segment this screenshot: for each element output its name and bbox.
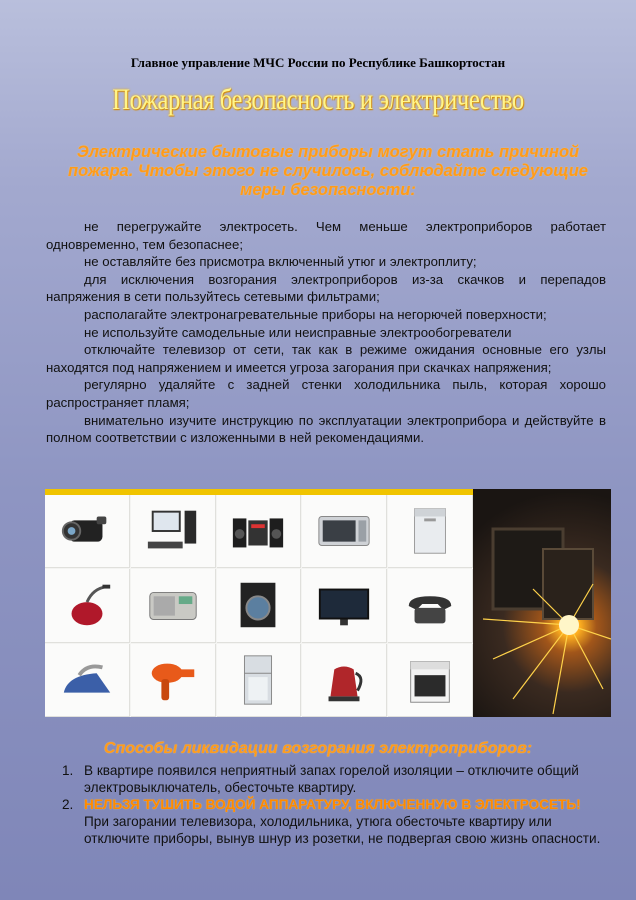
intro-text: Электрические бытовые приборы могут стать причиной пожара. Чтобы этого не случилось, соблюдайте следующие меры безопасности: <box>68 143 588 199</box>
rule-item: для исключения возгорания электроприборов из-за скачков и перепадов напряжения в сети пользуйтесь сетевыми фильтрами; <box>46 271 606 305</box>
sparking-socket-image <box>473 489 611 717</box>
methods-title: Способы ликвидации возгорания электроприборов: <box>103 740 533 757</box>
page-title: Пожарная безопасность и электричество <box>112 83 524 116</box>
appliances-photo-panel <box>45 489 611 717</box>
method-text: В квартире появился неприятный запах горелой изоляции – отключите общий электровыключатель, обесточьте квартиру. <box>84 763 579 795</box>
radio-icon <box>131 569 216 642</box>
list-item <box>62 796 602 847</box>
water-warning: НЕЛЬЗЯ ТУШИТЬ ВОДОЙ АППАРАТУРУ, ВКЛЮЧЕННУЮ В ЭЛЕКТРОСЕТЬ! <box>84 797 581 812</box>
rule-item: регулярно удаляйте с задней стенки холодильника пыль, которая хорошо распространяет пламя; <box>46 377 606 410</box>
rule-item: отключайте телевизор от сети, так как в режиме ожидания основные его узлы находятся под напряжением и имеется угроза загорания при скачках напряжения; <box>46 342 606 375</box>
method-text: При загорании телевизора, холодильника, утюга обесточьте квартиру или отключите приборы, вынув шнур из розетки, не подвергая свою жизнь опасности. <box>84 814 601 846</box>
microwave-icon <box>302 495 387 568</box>
tv-icon <box>302 569 387 642</box>
rule-item: располагайте электронагревательные приборы на негорючей поверхности; <box>84 306 547 322</box>
organization-header: Главное управление МЧС России по Республике Башкортостан <box>130 55 506 70</box>
stereo-system-icon <box>217 495 302 568</box>
hair-dryer-icon <box>131 644 216 717</box>
telephone-icon <box>388 569 473 642</box>
dishwasher-icon <box>388 495 473 568</box>
rule-item: внимательно изучите инструкцию по эксплуатации электроприбора и действуйте в полном соответствии с изложенными в ней рекомендациями. <box>46 412 606 446</box>
washing-machine-icon <box>217 569 302 642</box>
rule-item: не используйте самодельные или неисправные электрообогреватели <box>84 324 512 340</box>
camcorder-icon <box>45 495 130 568</box>
rule-item: не перегружайте электросеть. Чем меньше электроприборов работает одновременно, тем безопаснее; <box>46 219 606 252</box>
refrigerator-icon <box>217 644 302 717</box>
list-number: 2. <box>62 797 74 812</box>
safety-rules <box>46 218 606 447</box>
list-number: 1. <box>62 763 74 778</box>
vacuum-cleaner-icon <box>45 569 130 642</box>
methods-list <box>62 762 602 847</box>
list-item <box>62 762 602 796</box>
electric-stove-icon <box>388 644 473 717</box>
electric-kettle-icon <box>302 644 387 717</box>
appliances-grid <box>45 489 473 717</box>
rule-item: не оставляйте без присмотра включенный утюг и электроплиту; <box>84 254 477 270</box>
desktop-computer-icon <box>131 495 216 568</box>
iron-icon <box>45 644 130 717</box>
